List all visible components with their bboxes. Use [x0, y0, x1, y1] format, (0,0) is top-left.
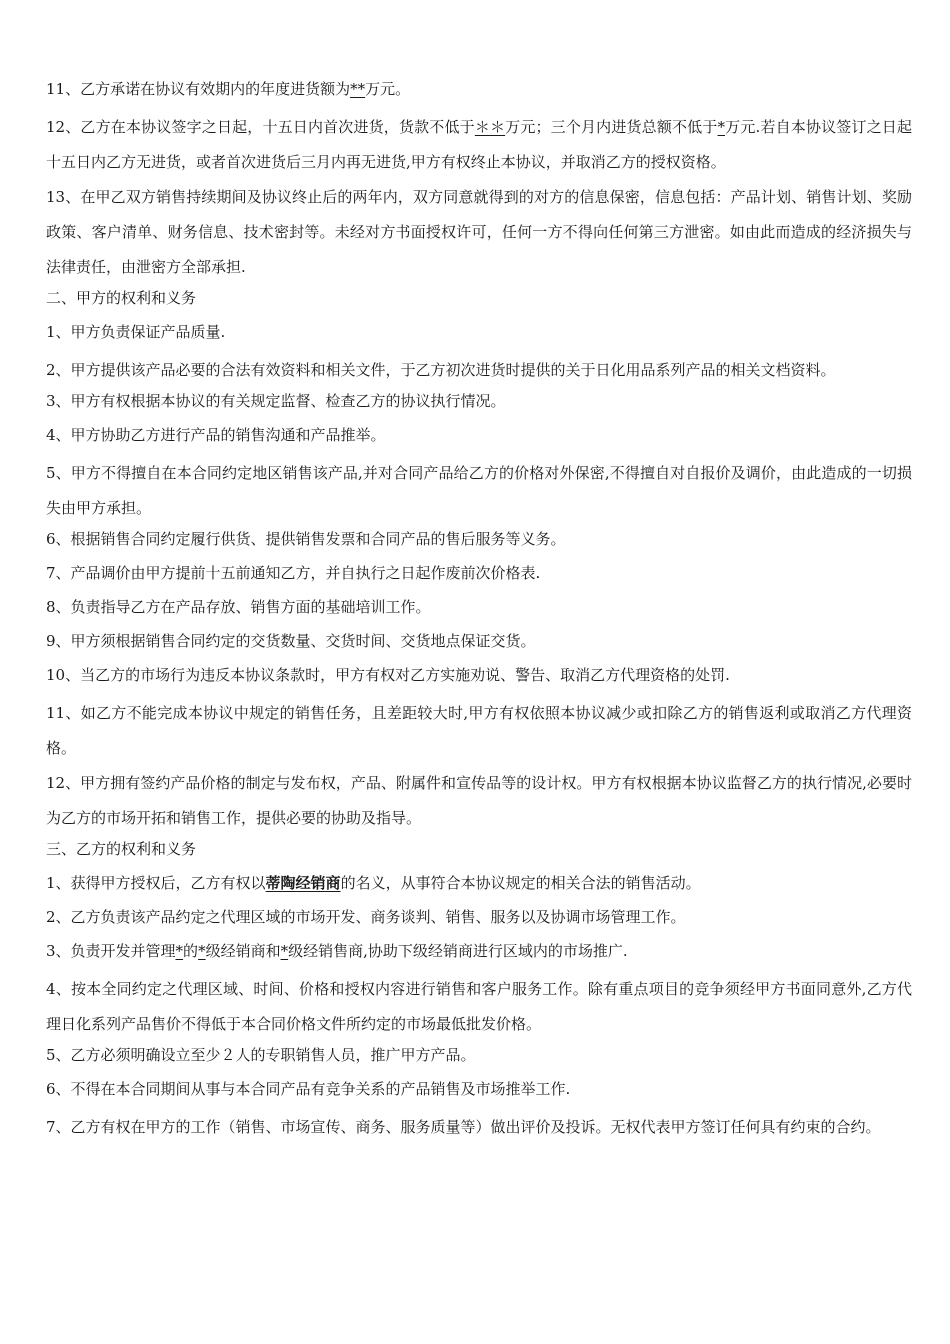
party-a-clause-2: [46, 353, 912, 388]
text: 4、按本全同约定之代理区域、时间、价格和授权内容进行销售和客户服务工作。除有重点项目的竞争须经甲方书面同意外,乙方代理日化系列产品售价不得低于本合同价格文件所约定的市场最低批发价格。: [46, 980, 912, 1033]
party-a-clause-6: [46, 526, 912, 553]
text: 6、根据销售合同约定履行供货、提供销售发票和合同产品的售后服务等义务。: [46, 530, 566, 548]
blank-field: *: [175, 942, 184, 960]
text: 7、产品调价由甲方提前十五前通知乙方，并自执行之日起作废前次价格表.: [46, 564, 541, 582]
text: 级经销商和: [205, 942, 281, 960]
blank-field: *: [198, 942, 206, 960]
clause-11-annual-purchase: [46, 76, 912, 103]
party-a-clause-3: [46, 388, 912, 415]
party-a-clause-9: [46, 628, 912, 655]
text: 万元；三个月内进货总额不低于: [505, 118, 718, 136]
party-b-clause-1: [46, 870, 912, 897]
text: 12、甲方拥有签约产品价格的制定与发布权，产品、附属件和宣传品等的设计权。甲方有权根据本协议监督乙方的执行情况,必要时为乙方的市场开拓和销售工作，提供必要的协助及指导。: [46, 774, 912, 827]
text: 的名义，从事符合本协议规定的相关合法的销售活动。: [340, 874, 701, 892]
party-a-clause-10: [46, 662, 912, 689]
party-a-clause-11: [46, 696, 912, 766]
text: 5、甲方不得擅自在本合同约定地区销售该产品,并对合同产品给乙方的价格对外保密,不得擅自对自报价及调价，由此造成的一切损失由甲方承担。: [46, 464, 912, 517]
text: 7、乙方有权在甲方的工作（销售、市场宣传、商务、服务质量等）做出评价及投诉。无权代表甲方签订任何具有约束的合约。: [46, 1118, 881, 1136]
text: 的: [183, 942, 199, 960]
text: 11、如乙方不能完成本协议中规定的销售任务，且差距较大时,甲方有权依照本协议减少或扣除乙方的销售返利或取消乙方代理资格。: [46, 704, 912, 757]
text: 万元.若自本协议签订之日起十五日内乙方无进货，或者首次进货后三月内再无进货,甲方有权终止本协议，并取消乙方的授权资格。: [46, 118, 912, 171]
text: 万元。: [365, 80, 411, 98]
party-b-clause-5: [46, 1042, 912, 1069]
blank-field: *: [280, 942, 289, 960]
text: 4、甲方协助乙方进行产品的销售沟通和产品推举。: [46, 426, 386, 444]
text: 1、获得甲方授权后，乙方有权以: [46, 874, 266, 892]
party-b-clause-4: [46, 972, 912, 1042]
party-b-clause-6: [46, 1076, 912, 1103]
party-a-clause-12: [46, 766, 912, 836]
clause-12-first-purchase: [46, 110, 912, 180]
distributor-name: 蒂陶经销商: [265, 874, 341, 892]
text: 12、乙方在本协议签字之日起，十五日内首次进货，货款不低于: [46, 118, 475, 136]
text: 1、甲方负责保证产品质量.: [46, 323, 226, 341]
blank-amount: ＊＊: [474, 118, 506, 136]
party-a-clause-7: [46, 560, 912, 587]
text: 级经销售商,协助下级经销商进行区域内的市场推广.: [288, 942, 628, 960]
text: 2、乙方负责该产品约定之代理区域的市场开发、商务谈判、销售、服务以及协调市场管理工作。: [46, 908, 686, 926]
party-a-clause-8: [46, 594, 912, 621]
text: 5、乙方必须明确设立至少２人的专职销售人员，推广甲方产品。: [46, 1046, 476, 1064]
text: 3、甲方有权根据本协议的有关规定监督、检查乙方的协议执行情况。: [46, 392, 506, 410]
section-heading-party-b: [46, 836, 912, 863]
text: 13、在甲乙双方销售持续期间及协议终止后的两年内，双方同意就得到的对方的信息保密，信息包括：产品计划、销售计划、奖励政策、客户清单、财务信息、技术密封等。未经对方书面授权许可，任何一方不得向任何第三方泄密。如由此而造成的经济损失与法律责任，由泄密方全部承担.: [46, 188, 912, 276]
text: 10、当乙方的市场行为违反本协议条款时，甲方有权对乙方实施劝说、警告、取消乙方代理资格的处罚.: [46, 666, 730, 684]
party-a-clause-1: [46, 319, 912, 346]
party-b-clause-2: [46, 904, 912, 931]
text: 3、负责开发并管理: [46, 942, 176, 960]
text: 8、负责指导乙方在产品存放、销售方面的基础培训工作。: [46, 598, 431, 616]
text: 11、乙方承诺在协议有效期内的年度进货额为: [46, 80, 351, 98]
blank-amount: **: [350, 80, 366, 98]
text: 2、甲方提供该产品必要的合法有效资料和相关文件，于乙方初次进货时提供的关于日化用品系列产品的相关文档资料。: [46, 361, 836, 379]
blank-amount: *: [717, 118, 726, 136]
heading-text: 三、乙方的权利和义务: [46, 840, 197, 858]
clause-13-confidentiality: [46, 180, 912, 285]
party-b-clause-3: [46, 938, 912, 965]
party-b-clause-7: [46, 1110, 912, 1145]
document-body: [46, 76, 912, 1145]
heading-text: 二、甲方的权利和义务: [46, 289, 197, 307]
text: 9、甲方须根据销售合同约定的交货数量、交货时间、交货地点保证交货。: [46, 632, 536, 650]
section-heading-party-a: [46, 285, 912, 312]
text: 6、不得在本合同期间从事与本合同产品有竞争关系的产品销售及市场推举工作.: [46, 1080, 571, 1098]
party-a-clause-4: [46, 422, 912, 449]
party-a-clause-5: [46, 456, 912, 526]
